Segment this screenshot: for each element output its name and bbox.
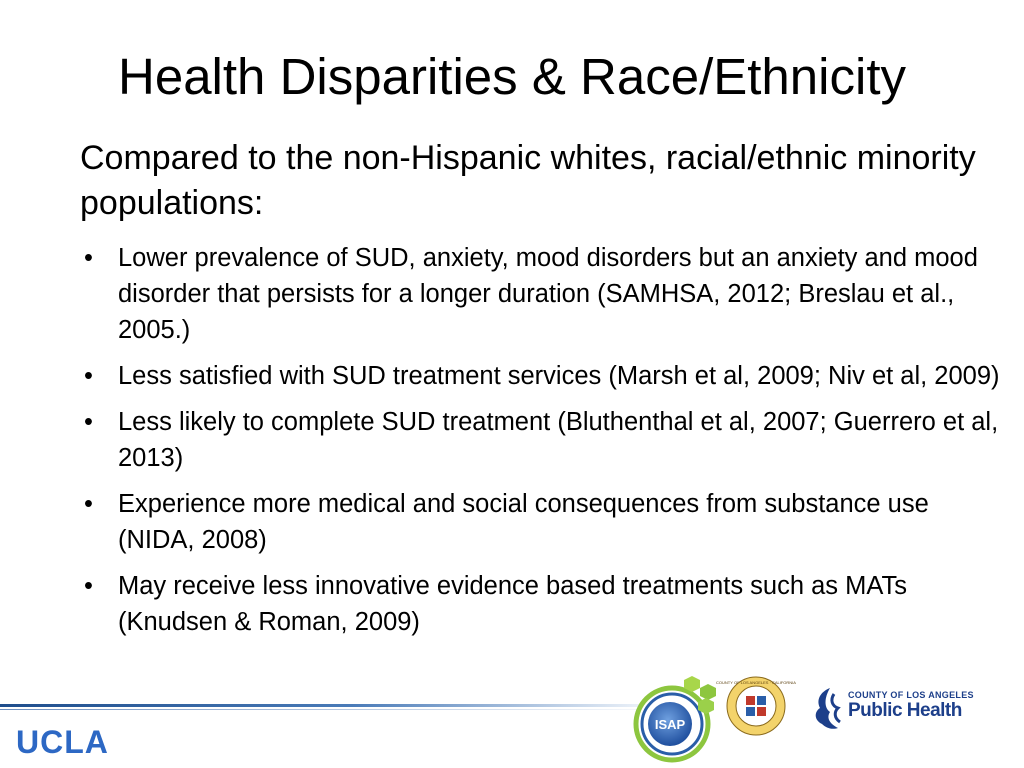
public-health-logo [812,684,974,734]
bullet-text: Experience more medical and social consequences from substance use (NIDA, 2008) [118,490,929,554]
public-health-emblem-icon [812,686,846,732]
bullet-dot: • [84,244,93,272]
bullet-item [80,240,1000,348]
isap-logo [632,674,720,764]
bullet-text: Less satisfied with SUD treatment services (Marsh et al, 2009; Niv et al, 2009) [118,362,1000,390]
bullet-dot: • [84,490,93,518]
bullet-item [80,404,1000,476]
bullet-item [80,568,1000,640]
bullet-text: Less likely to complete SUD treatment (Bluthenthal et al, 2007; Guerrero et al, 2013) [118,408,999,472]
bullet-list [80,240,1000,650]
public-health-label: Public Health [848,700,962,721]
slide-title: Health Disparities & Race/Ethnicity [118,48,906,105]
footer-divider [0,704,640,707]
seal-ring-text: COUNTY OF LOS ANGELES · CALIFORNIA [716,680,796,685]
bullet-dot: • [84,408,93,436]
bullet-dot: • [84,572,93,600]
bullet-text: Lower prevalence of SUD, anxiety, mood disorders but an anxiety and mood disorder that persists for a longer duration (SAMHSA, 2012; Breslau et al., 2005.) [118,244,978,344]
footer-divider-thin [0,709,640,710]
bullet-dot: • [84,362,93,390]
ucla-logo: UCLA [16,724,109,760]
isap-label: ISAP [654,717,686,732]
county-seal-icon [716,676,796,736]
bullet-item [80,358,1000,394]
slide-intro: Compared to the non-Hispanic whites, racial/ethnic minority populations: [80,139,976,222]
bullet-text: May receive less innovative evidence based treatments such as MATs (Knudsen & Roman, 2009) [118,572,907,636]
public-health-county-label: COUNTY OF LOS ANGELES [848,690,974,700]
bullet-item [80,486,1000,558]
